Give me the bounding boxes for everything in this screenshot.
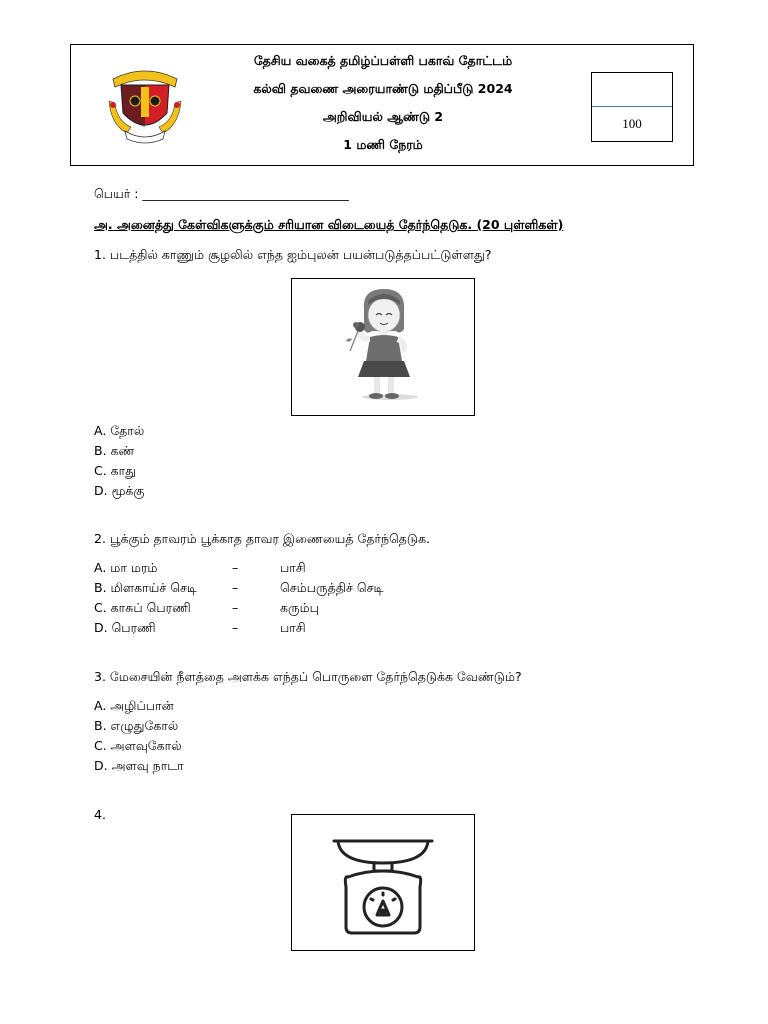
q3-option-b[interactable]: B. எழுதுகோல் xyxy=(94,718,179,733)
q2-option-a-right: பாசி xyxy=(280,560,306,575)
name-field[interactable]: பெயர் : _________________________________ xyxy=(94,186,349,201)
q2-option-c-dash: – xyxy=(232,600,239,615)
q3-option-d[interactable]: D. அளவு நாடா xyxy=(94,758,184,773)
q2-option-b-left: B. மிளகாய்ச் செடி xyxy=(94,580,197,595)
question-3: 3. மேசையின் நீளத்தை அளக்க எந்தப் பொருளை தேர்ந்தெடுக்க வேண்டும்? xyxy=(94,669,522,684)
q2-option-a-left: A. மா மரம் xyxy=(94,560,158,575)
exam-title: கல்வி தவணை அரையாண்டு மதிப்பீடு 2024 xyxy=(253,81,513,96)
q2-option-c-left: C. காசுப் பெரணி xyxy=(94,600,191,615)
question-2: 2. பூக்கும் தாவரம் பூக்காத தாவர இணையைத் தேர்ந்தெடுக. xyxy=(94,531,431,546)
weighing-scale-icon xyxy=(292,815,474,950)
question-1: 1. படத்தில் காணும் சூழலில் எந்த ஐம்புலன் பயன்படுத்தப்பட்டுள்ளது? xyxy=(94,247,492,262)
score-box xyxy=(591,72,673,142)
q1-option-a[interactable]: A. தோல் xyxy=(94,423,145,438)
q2-option-b-right: செம்பருத்திச் செடி xyxy=(280,580,384,595)
q2-option-d-left: D. பெரணி xyxy=(94,620,156,635)
q2-option-c-right: கரும்பு xyxy=(280,600,319,615)
total-marks: 100 xyxy=(622,116,642,131)
subject-title: அறிவியல் ஆண்டு 2 xyxy=(322,109,444,124)
question-4: 4. xyxy=(94,807,106,822)
duration: 1 மணி நேரம் xyxy=(343,137,423,152)
q2-option-b-dash: – xyxy=(232,580,239,595)
q1-option-b[interactable]: B. கண் xyxy=(94,443,135,458)
q2-option-a-dash: – xyxy=(232,560,239,575)
q3-option-a[interactable]: A. அழிப்பான் xyxy=(94,698,174,713)
q2-option-d-dash: – xyxy=(232,620,239,635)
q2-option-d-right: பாசி xyxy=(280,620,306,635)
weighing-scale-image xyxy=(291,814,475,951)
girl-smelling-flower-image xyxy=(291,278,475,416)
school-name: தேசிய வகைத் தமிழ்ப்பள்ளி பகாவ் தோட்டம் xyxy=(253,53,513,68)
q3-option-c[interactable]: C. அளவுகோல் xyxy=(94,738,182,753)
score-entry-field[interactable] xyxy=(592,73,672,107)
q1-option-d[interactable]: D. மூக்கு xyxy=(94,483,145,498)
q1-option-c[interactable]: C. காது xyxy=(94,463,137,478)
girl-smelling-flower-illustration xyxy=(292,279,474,415)
school-crest-logo xyxy=(105,65,185,145)
section-a-heading: அ. அனைத்து கேள்விகளுக்கும் சரியான விடையைத் தேர்ந்தெடுக. (20 புள்ளிகள்) xyxy=(94,217,564,232)
header-box xyxy=(70,44,694,166)
